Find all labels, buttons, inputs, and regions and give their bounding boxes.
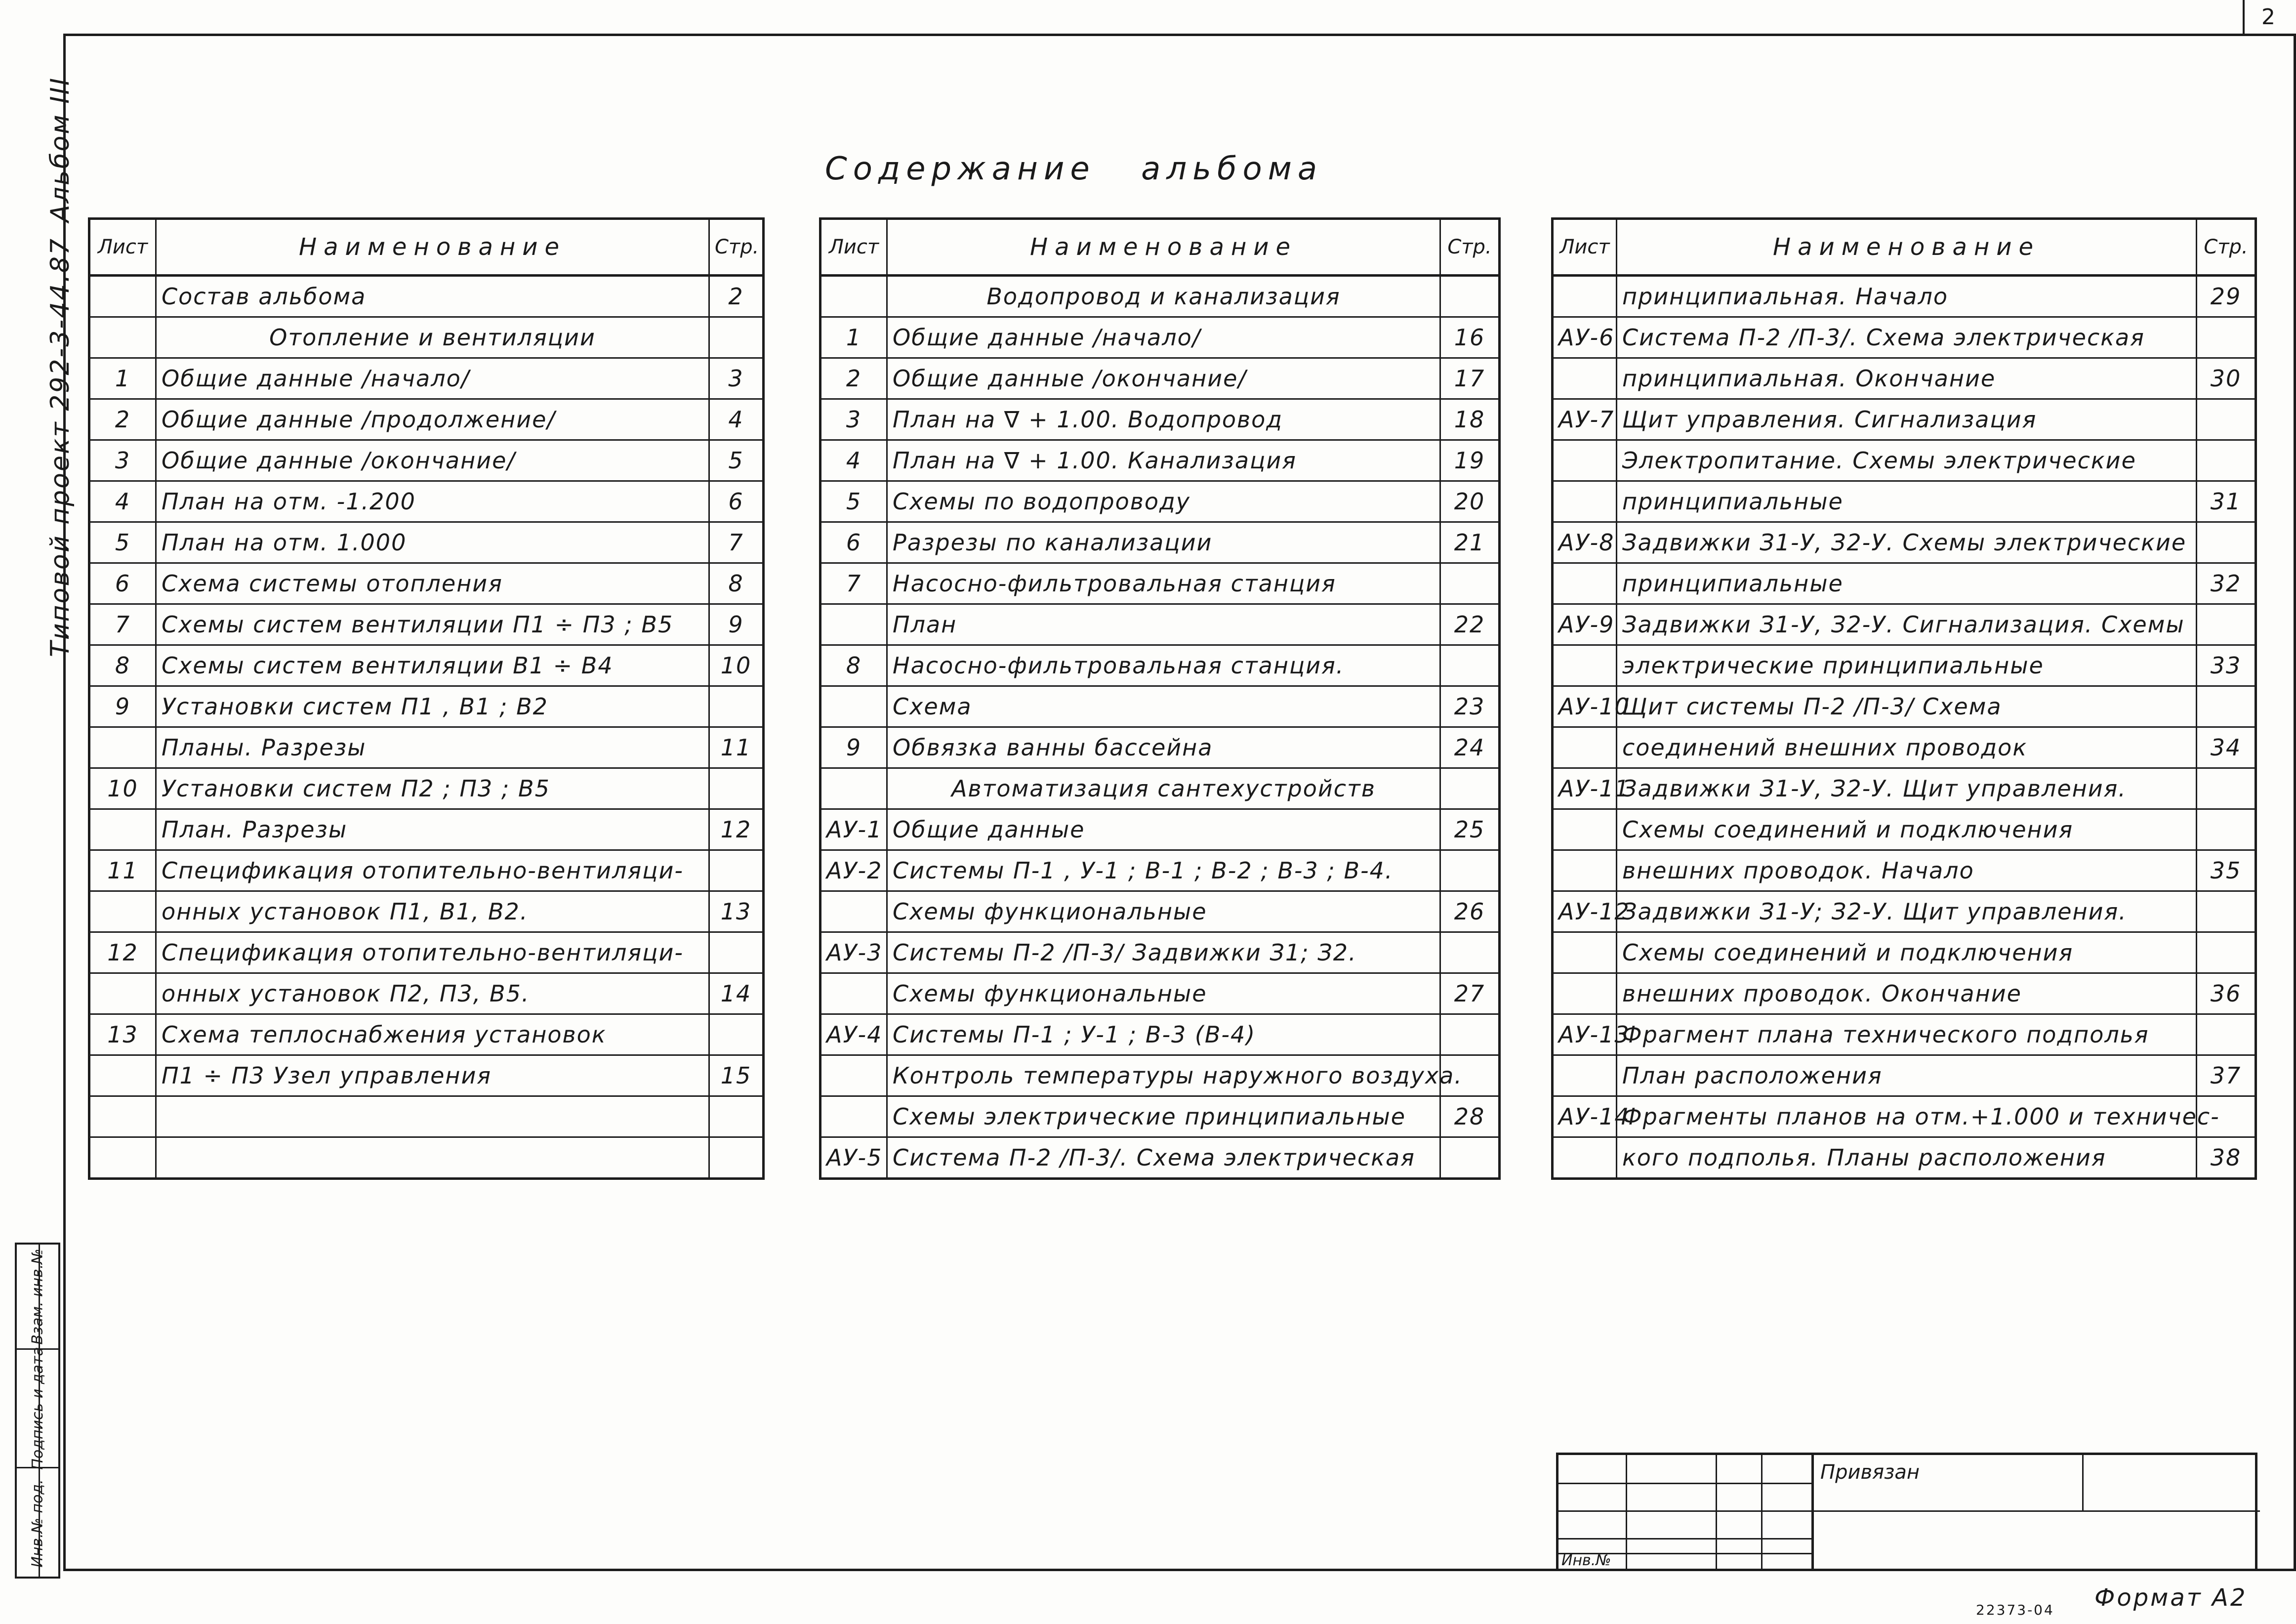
page-cell: 31 [2197, 481, 2256, 522]
page-cell [709, 686, 764, 727]
sheet-number: 2 [2243, 0, 2292, 36]
table-row [1553, 768, 2256, 809]
title-cell: Общие данные /начало/ [887, 317, 1440, 358]
title-cell: внешних проводок. Окончание [1617, 973, 2197, 1014]
page-cell [2197, 768, 2256, 809]
col-header-sheet: Лист [820, 219, 887, 276]
sheet-number-cell: АУ-14 [1553, 1096, 1617, 1137]
sheet-number-cell [89, 891, 156, 932]
album-label: Альбом III [45, 76, 75, 222]
page-cell: 4 [709, 399, 764, 440]
sheet-number-cell: АУ-5 [820, 1137, 887, 1179]
table-row [89, 686, 764, 727]
stamp-label-inventory: Инв.№ под. [29, 1479, 46, 1568]
title-cell: Система П-2 /П-3/. Схема электрическая [1617, 317, 2197, 358]
table-row [820, 276, 1500, 317]
table-row [820, 440, 1500, 481]
page-cell [1440, 768, 1500, 809]
title-cell: Схемы функциональные [887, 973, 1440, 1014]
sheet-number-cell: 1 [820, 317, 887, 358]
table-row [89, 604, 764, 645]
stamp-label-signature: Подпись и дата [29, 1347, 46, 1470]
page-cell [709, 1014, 764, 1055]
sheet-code: 22373-04 [1976, 1602, 2054, 1618]
title-cell: Схема теплоснабжения установок [156, 1014, 709, 1055]
page-cell: 8 [709, 563, 764, 604]
table-row [820, 481, 1500, 522]
page-cell [709, 768, 764, 809]
page-cell: 6 [709, 481, 764, 522]
col-header-page: Стр. [2197, 219, 2256, 276]
col-header-page: Стр. [1440, 219, 1500, 276]
table-row [820, 563, 1500, 604]
table-row [1553, 932, 2256, 973]
table-row [89, 399, 764, 440]
page-cell: 27 [1440, 973, 1500, 1014]
page-cell: 32 [2197, 563, 2256, 604]
col-header-sheet: Лист [89, 219, 156, 276]
page-cell: 37 [2197, 1055, 2256, 1096]
title-cell: Электропитание. Схемы электрические [1617, 440, 2197, 481]
sheet-number-cell: 3 [820, 399, 887, 440]
table-row [820, 1096, 1500, 1137]
page-cell [1440, 645, 1500, 686]
title-cell: Схемы соединений и подключения [1617, 932, 2197, 973]
page-cell [2197, 891, 2256, 932]
title-cell: электрические принципиальные [1617, 645, 2197, 686]
sheet-number-cell [1553, 481, 1617, 522]
title-cell: Отопление и вентиляции [156, 317, 709, 358]
title-cell: План [887, 604, 1440, 645]
table-row [820, 686, 1500, 727]
title-cell: принципиальные [1617, 481, 2197, 522]
page-cell: 33 [2197, 645, 2256, 686]
title-cell: Планы. Разрезы [156, 727, 709, 768]
sheet-number-cell: 9 [89, 686, 156, 727]
table-row [89, 1137, 764, 1179]
title-cell: План на ∇ + 1.00. Водопровод [887, 399, 1440, 440]
page-cell [2197, 932, 2256, 973]
title-block-privyazan: Привязан [1820, 1461, 1920, 1484]
sheet-number-cell [820, 1096, 887, 1137]
table-row [1553, 1014, 2256, 1055]
title-cell: Установки систем П1 , В1 ; В2 [156, 686, 709, 727]
sheet-number-cell: АУ-12 [1553, 891, 1617, 932]
sheet-number-cell: 4 [820, 440, 887, 481]
table-row [1553, 891, 2256, 932]
page-cell [2197, 809, 2256, 850]
title-cell: Общие данные /окончание/ [887, 358, 1440, 399]
sheet-number-cell: 8 [820, 645, 887, 686]
sheet-number-cell: АУ-4 [820, 1014, 887, 1055]
title-cell: Схемы систем вентиляции П1 ÷ П3 ; В5 [156, 604, 709, 645]
sheet-number-cell [89, 973, 156, 1014]
format-label: Формат А2 [2094, 1584, 2248, 1612]
sheet-number-cell: АУ-2 [820, 850, 887, 891]
page-cell [2197, 604, 2256, 645]
page-cell [709, 932, 764, 973]
page-cell [2197, 1014, 2256, 1055]
table-row [89, 317, 764, 358]
page-cell: 29 [2197, 276, 2256, 317]
title-cell: Системы П-2 /П-3/ Задвижки З1; З2. [887, 932, 1440, 973]
page-cell [1440, 932, 1500, 973]
page-cell [709, 1096, 764, 1137]
title-cell: Фрагмент плана технического подполья [1617, 1014, 2197, 1055]
title-cell: Насосно-фильтровальная станция [887, 563, 1440, 604]
sheet-number-cell: АУ-10 [1553, 686, 1617, 727]
page-cell: 25 [1440, 809, 1500, 850]
page-cell: 15 [709, 1055, 764, 1096]
title-cell: онных установок П1, В1, В2. [156, 891, 709, 932]
title-cell: Схемы соединений и подключения [1617, 809, 2197, 850]
title-cell: Система П-2 /П-3/. Схема электрическая [887, 1137, 1440, 1179]
col-header-sheet: Лист [1553, 219, 1617, 276]
sheet-number-cell: АУ-7 [1553, 399, 1617, 440]
table-row [89, 850, 764, 891]
sheet-number-cell: 11 [89, 850, 156, 891]
table-row [89, 481, 764, 522]
sheet-number-cell: 10 [89, 768, 156, 809]
page-cell [709, 317, 764, 358]
page-cell: 18 [1440, 399, 1500, 440]
page-cell: 5 [709, 440, 764, 481]
sheet-number-cell [1553, 973, 1617, 1014]
sheet-number-cell: 5 [820, 481, 887, 522]
sheet-number-cell [820, 768, 887, 809]
sheet-number-cell [89, 1055, 156, 1096]
sheet-number-cell [820, 1055, 887, 1096]
table-row [820, 1055, 1500, 1096]
table-row [89, 891, 764, 932]
sheet-number-cell [1553, 727, 1617, 768]
col-header-page: Стр. [709, 219, 764, 276]
title-cell: Схемы электрические принципиальные [887, 1096, 1440, 1137]
page-cell: 17 [1440, 358, 1500, 399]
sheet-number-cell: 13 [89, 1014, 156, 1055]
sheet-number-cell [89, 727, 156, 768]
stamp-label-replaced: Взам. инв.№ [29, 1248, 46, 1345]
sheet-number-cell: АУ-1 [820, 809, 887, 850]
title-cell: Контроль температуры наружного воздуха. [887, 1055, 1440, 1096]
table-row [1553, 563, 2256, 604]
table-row [820, 399, 1500, 440]
page-cell: 34 [2197, 727, 2256, 768]
page-cell: 20 [1440, 481, 1500, 522]
title-cell: Системы П-1 ; У-1 ; В-3 (В-4) [887, 1014, 1440, 1055]
sheet-number-cell [1553, 850, 1617, 891]
approval-stamp [15, 1243, 60, 1579]
page-cell [2197, 399, 2256, 440]
table-row [89, 809, 764, 850]
page-cell: 30 [2197, 358, 2256, 399]
table-row [1553, 440, 2256, 481]
page-cell: 28 [1440, 1096, 1500, 1137]
title-cell [156, 1137, 709, 1179]
page-cell: 19 [1440, 440, 1500, 481]
table-row [820, 645, 1500, 686]
contents-table-1 [88, 217, 765, 1180]
page-cell: 3 [709, 358, 764, 399]
table-row [820, 522, 1500, 563]
title-cell: кого подполья. Планы расположения [1617, 1137, 2197, 1179]
table-row [820, 891, 1500, 932]
title-cell: Автоматизация сантехустройств [887, 768, 1440, 809]
sheet-number-cell [89, 276, 156, 317]
sheet-number-cell: АУ-9 [1553, 604, 1617, 645]
table-row [89, 768, 764, 809]
sheet-number-cell: 6 [820, 522, 887, 563]
sheet-number-cell: АУ-13 [1553, 1014, 1617, 1055]
page-cell: 23 [1440, 686, 1500, 727]
table-row [820, 317, 1500, 358]
page-cell [2197, 686, 2256, 727]
page-cell: 14 [709, 973, 764, 1014]
table-row [820, 850, 1500, 891]
page-cell: 2 [709, 276, 764, 317]
sheet-number-cell [1553, 276, 1617, 317]
table-row [820, 1014, 1500, 1055]
sheet-number-cell [1553, 358, 1617, 399]
page-cell: 16 [1440, 317, 1500, 358]
table-row [89, 440, 764, 481]
table-row [1553, 276, 2256, 317]
title-cell: Фрагменты планов на отм.+1.000 и техничес- [1617, 1096, 2197, 1137]
table-row [89, 1014, 764, 1055]
sheet-number-cell [1553, 809, 1617, 850]
page-cell [2197, 522, 2256, 563]
sheet-number-cell [820, 891, 887, 932]
table-row [820, 1137, 1500, 1179]
title-cell: Состав альбома [156, 276, 709, 317]
sheet-number-cell [820, 604, 887, 645]
table-row [1553, 1055, 2256, 1096]
title-block [1556, 1453, 2257, 1569]
page-cell: 22 [1440, 604, 1500, 645]
table-row [1553, 1096, 2256, 1137]
title-cell: онных установок П2, П3, В5. [156, 973, 709, 1014]
table-row [820, 358, 1500, 399]
title-cell: План. Разрезы [156, 809, 709, 850]
sheet-number-cell: 7 [89, 604, 156, 645]
page-cell: 35 [2197, 850, 2256, 891]
table-row [1553, 1137, 2256, 1179]
title-cell: Общие данные /продолжение/ [156, 399, 709, 440]
title-cell: П1 ÷ П3 Узел управления [156, 1055, 709, 1096]
page-cell [709, 850, 764, 891]
page-cell: 12 [709, 809, 764, 850]
sheet-number-cell: АУ-3 [820, 932, 887, 973]
page-cell: 13 [709, 891, 764, 932]
sheet-number-cell: 12 [89, 932, 156, 973]
title-cell: Задвижки З1-У, З2-У. Щит управления. [1617, 768, 2197, 809]
contents-table-3 [1551, 217, 2257, 1180]
sheet-number-cell [1553, 1055, 1617, 1096]
title-cell: Задвижки З1-У, З2-У. Сигнализация. Схемы [1617, 604, 2197, 645]
page-cell: 36 [2197, 973, 2256, 1014]
sheet-number-cell: 9 [820, 727, 887, 768]
title-cell: принципиальная. Начало [1617, 276, 2197, 317]
table-row [89, 1096, 764, 1137]
page-cell [1440, 1014, 1500, 1055]
table-row [820, 932, 1500, 973]
sheet-number-cell [1553, 932, 1617, 973]
sheet-number-cell [1553, 1137, 1617, 1179]
col-header-name: Наименование [887, 219, 1440, 276]
table-row [89, 276, 764, 317]
table-row [1553, 973, 2256, 1014]
sheet-number-cell [89, 1137, 156, 1179]
page-cell: 24 [1440, 727, 1500, 768]
title-cell: Схемы функциональные [887, 891, 1440, 932]
table-row [820, 973, 1500, 1014]
sheet-number-cell: 8 [89, 645, 156, 686]
table-row [89, 358, 764, 399]
page-cell: 38 [2197, 1137, 2256, 1179]
page-title: Содержание альбома [825, 151, 1323, 187]
title-cell: Схемы по водопроводу [887, 481, 1440, 522]
page-cell: 9 [709, 604, 764, 645]
sheet-number-cell [89, 1096, 156, 1137]
title-cell: Общие данные /окончание/ [156, 440, 709, 481]
title-cell: Общие данные /начало/ [156, 358, 709, 399]
page-cell [1440, 850, 1500, 891]
sheet-number-cell: АУ-11 [1553, 768, 1617, 809]
title-cell: Насосно-фильтровальная станция. [887, 645, 1440, 686]
table-row [89, 932, 764, 973]
sheet-number-cell: 3 [89, 440, 156, 481]
table-row [89, 1055, 764, 1096]
page-cell [1440, 563, 1500, 604]
table-row [820, 809, 1500, 850]
table-row [1553, 809, 2256, 850]
page-cell: 10 [709, 645, 764, 686]
page-cell: 21 [1440, 522, 1500, 563]
sheet-number-cell [1553, 563, 1617, 604]
table-row [1553, 399, 2256, 440]
sheet-number-cell [820, 686, 887, 727]
title-cell: принципиальные [1617, 563, 2197, 604]
title-cell: План на ∇ + 1.00. Канализация [887, 440, 1440, 481]
table-row [1553, 522, 2256, 563]
sheet-number-cell: АУ-6 [1553, 317, 1617, 358]
table-row [89, 522, 764, 563]
sheet-number-cell [820, 973, 887, 1014]
page-cell [709, 1137, 764, 1179]
table-row [1553, 645, 2256, 686]
page-cell [1440, 276, 1500, 317]
sheet-number-cell [1553, 440, 1617, 481]
title-cell: Схема системы отопления [156, 563, 709, 604]
sheet-number-cell [89, 317, 156, 358]
table-row [1553, 317, 2256, 358]
sheet-number-cell [89, 809, 156, 850]
page-cell: 26 [1440, 891, 1500, 932]
sheet-number-cell: 1 [89, 358, 156, 399]
title-cell: внешних проводок. Начало [1617, 850, 2197, 891]
title-cell: Щит системы П-2 /П-3/ Схема [1617, 686, 2197, 727]
col-header-name: Наименование [1617, 219, 2197, 276]
title-cell: Установки систем П2 ; П3 ; В5 [156, 768, 709, 809]
title-cell: Задвижки З1-У, З2-У. Схемы электрические [1617, 522, 2197, 563]
title-cell: Щит управления. Сигнализация [1617, 399, 2197, 440]
title-cell: соединений внешних проводок [1617, 727, 2197, 768]
sheet-number-cell [820, 276, 887, 317]
title-cell: принципиальная. Окончание [1617, 358, 2197, 399]
page-cell: 7 [709, 522, 764, 563]
title-block-inv: Инв.№ [1561, 1552, 1611, 1569]
col-header-name: Наименование [156, 219, 709, 276]
title-cell: Схемы систем вентиляции В1 ÷ В4 [156, 645, 709, 686]
contents-table-2 [819, 217, 1501, 1180]
title-cell: Общие данные [887, 809, 1440, 850]
table-row [820, 768, 1500, 809]
title-cell: Системы П-1 , У-1 ; В-1 ; В-2 ; В-3 ; В-4. [887, 850, 1440, 891]
title-cell: Обвязка ванны бассейна [887, 727, 1440, 768]
title-cell: План на отм. -1.200 [156, 481, 709, 522]
table-row [89, 973, 764, 1014]
table-row [1553, 604, 2256, 645]
sheet-number-cell: 2 [89, 399, 156, 440]
table-row [1553, 727, 2256, 768]
table-row [820, 727, 1500, 768]
table-row [89, 563, 764, 604]
sheet-number-cell: 7 [820, 563, 887, 604]
title-cell [156, 1096, 709, 1137]
title-cell: План на отм. 1.000 [156, 522, 709, 563]
sheet-number-cell: 4 [89, 481, 156, 522]
title-cell: Водопровод и канализация [887, 276, 1440, 317]
sheet-number-cell: 5 [89, 522, 156, 563]
project-label: Типовой проект 292-3-44.87 [45, 237, 75, 657]
title-cell: Схема [887, 686, 1440, 727]
table-row [1553, 686, 2256, 727]
table-row [89, 645, 764, 686]
page-cell [2197, 317, 2256, 358]
page-cell [2197, 440, 2256, 481]
page-cell [1440, 1137, 1500, 1179]
title-cell: Задвижки З1-У; З2-У. Щит управления. [1617, 891, 2197, 932]
sheet-number-cell [1553, 645, 1617, 686]
title-cell: Спецификация отопительно-вентиляци- [156, 932, 709, 973]
sheet-number-cell: 2 [820, 358, 887, 399]
sheet-number-cell: АУ-8 [1553, 522, 1617, 563]
title-cell: План расположения [1617, 1055, 2197, 1096]
page-cell: 11 [709, 727, 764, 768]
table-row [1553, 481, 2256, 522]
table-row [1553, 358, 2256, 399]
title-cell: Разрезы по канализации [887, 522, 1440, 563]
table-row [1553, 850, 2256, 891]
title-cell: Спецификация отопительно-вентиляци- [156, 850, 709, 891]
table-row [820, 604, 1500, 645]
sheet-number-cell: 6 [89, 563, 156, 604]
table-row [89, 727, 764, 768]
